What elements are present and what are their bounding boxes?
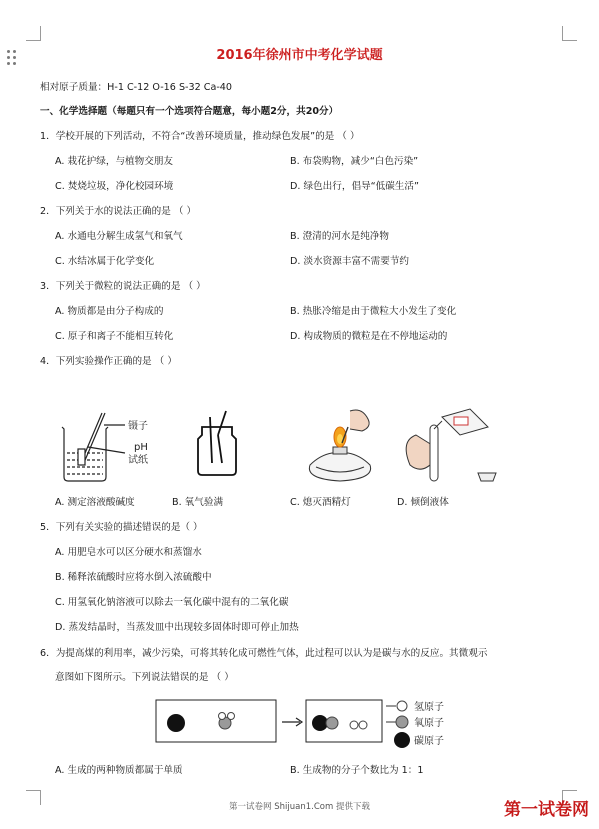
question-4-stem: 4．下列实验操作正确的是 （ ） bbox=[40, 356, 177, 367]
pour-liquid-figure bbox=[406, 409, 496, 481]
question-5-stem: 5．下列有关实验的描述错误的是（ ） bbox=[40, 522, 203, 533]
page-title: 2016年徐州市中考化学试题 bbox=[216, 48, 383, 63]
legend-hydrogen: 氢原子 bbox=[414, 702, 444, 713]
question-6-stem: 6．为提高煤的利用率，减少污染，可将其转化成可燃性气体，此过程可以认为是碳与水的反应。其微观示 bbox=[40, 648, 488, 659]
ph-paper-label-1: pH bbox=[134, 442, 148, 453]
question-2-stem: 2．下列关于水的说法正确的是 （ ） bbox=[40, 206, 197, 217]
tweezers-label: 镊子 bbox=[128, 421, 148, 432]
ph-paper-label-2: 试纸 bbox=[128, 455, 148, 466]
corner-mark-top-right bbox=[562, 26, 577, 41]
question-3-option-d: D. 构成物质的微粒是在不停地运动的 bbox=[290, 331, 448, 342]
question-2-option-d: D. 淡水资源丰富不需要节约 bbox=[290, 256, 410, 267]
legend-oxygen: 氧原子 bbox=[414, 718, 444, 729]
atomic-mass-line: 相对原子质量：H-1 C-12 O-16 S-32 Ca-40 bbox=[40, 82, 232, 93]
question-3-option-c: C. 原子和离子不能相互转化 bbox=[55, 331, 174, 342]
corner-mark-top-left bbox=[26, 26, 41, 41]
legend-carbon: 碳原子 bbox=[414, 736, 444, 747]
carbon-atom bbox=[167, 714, 185, 732]
hydrogen-legend-icon bbox=[397, 701, 407, 711]
question-1-option-a: A. 栽花护绿，与植物交朋友 bbox=[55, 156, 174, 167]
question-1-option-c: C. 焚烧垃圾，净化校园环境 bbox=[55, 181, 174, 192]
oxygen-legend-icon bbox=[396, 716, 408, 728]
reaction-micro-diagram bbox=[150, 694, 470, 754]
question-6-option-a: A. 生成的两种物质都属于单质 bbox=[55, 765, 183, 776]
question-3-stem: 3．下列关于微粒的说法正确的是 （ ） bbox=[40, 281, 206, 292]
oxygen-bottle-figure bbox=[198, 411, 236, 475]
question-5-option-d: D. 蒸发结晶时，当蒸发皿中出现较多固体时即可停止加热 bbox=[55, 622, 299, 633]
question-1-option-d: D. 绿色出行，倡导“低碳生活” bbox=[290, 181, 419, 192]
experiment-illustrations bbox=[50, 405, 510, 490]
question-2-option-a: A. 水通电分解生成氢气和氧气 bbox=[55, 231, 183, 242]
question-4-option-a: A. 测定溶液酸碱度 bbox=[55, 497, 135, 508]
page-footer: 第一试卷网 Shijuan1.Com 提供下载 bbox=[229, 802, 370, 812]
question-6-option-b: B. 生成物的分子个数比为 1：1 bbox=[290, 765, 424, 776]
question-2-option-c: C. 水结冰属于化学变化 bbox=[55, 256, 155, 267]
alcohol-lamp-figure bbox=[309, 410, 370, 481]
brand-watermark: 第一试卷网 bbox=[504, 800, 589, 820]
question-3-option-b: B. 热胀冷缩是由于微粒大小发生了变化 bbox=[290, 306, 457, 317]
question-1-stem: 1．学校开展的下列活动，不符合“改善环境质量，推动绿色发展”的是 （ ） bbox=[40, 131, 360, 142]
question-4-option-c: C. 熄灭酒精灯 bbox=[290, 497, 351, 508]
question-4-option-b: B. 氧气验满 bbox=[172, 497, 224, 508]
question-1-option-b: B. 布袋购物，减少“白色污染” bbox=[290, 156, 419, 167]
question-5-option-b: B. 稀释浓硫酸时应将水倒入浓硫酸中 bbox=[55, 572, 212, 583]
question-5-option-c: C. 用氢氧化钠溶液可以除去一氧化碳中混有的二氧化碳 bbox=[55, 597, 289, 608]
question-2-option-b: B. 澄清的河水是纯净物 bbox=[290, 231, 390, 242]
section-heading: 一、化学选择题（每题只有一个选项符合题意，每小题2分，共20分） bbox=[40, 106, 339, 117]
question-3-option-a: A. 物质都是由分子构成的 bbox=[55, 306, 164, 317]
ph-test-beaker-figure bbox=[62, 413, 125, 481]
carbon-legend-icon bbox=[394, 732, 410, 748]
question-4-option-d: D. 倾倒液体 bbox=[397, 497, 449, 508]
question-5-option-a: A. 用肥皂水可以区分硬水和蒸馏水 bbox=[55, 547, 202, 558]
question-6-stem-continued: 意图如下图所示。下列说法错误的是 （ ） bbox=[55, 672, 234, 683]
